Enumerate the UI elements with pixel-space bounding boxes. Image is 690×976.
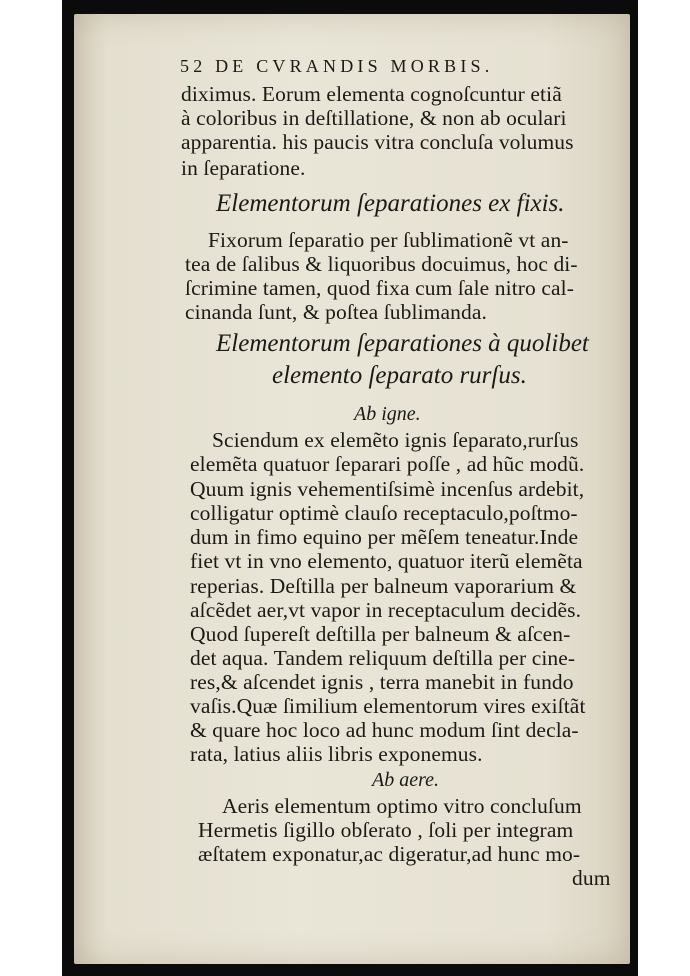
text-line: & quare hoc loco ad hunc modum ſint decla- xyxy=(190,718,579,742)
text-line: Fixorum ſeparatio per ſublimationẽ vt an- xyxy=(208,228,569,252)
text-line: cinanda ſunt, & poſtea ſublimanda. xyxy=(185,300,487,324)
text-line: aſcẽdet aer,vt vapor in receptaculum decidẽs. xyxy=(190,598,582,622)
text-line: ſcrimine tamen, quod fixa cum ſale nitro cal- xyxy=(185,276,574,300)
subheading: Ab aere. xyxy=(372,769,440,791)
text-line: Sciendum ex elemẽto ignis ſeparato,rurſus xyxy=(212,428,579,452)
text-line: tea de ſalibus & liquoribus docuimus, hoc di- xyxy=(185,252,578,276)
text-line: Hermetis ſigillo obſerato , ſoli per integram xyxy=(198,818,574,842)
text-line: reperias. Deſtilla per balneum vaporarium & xyxy=(190,574,577,598)
text-line: res,& aſcendet ignis , terra manebit in fundo xyxy=(190,670,574,694)
text-line: rata, latius aliis libris exponemus. xyxy=(190,742,483,766)
subheading: Ab igne. xyxy=(354,403,421,425)
text-line: vaſis.Quæ ſimilium elementorum vires exiſtãt xyxy=(190,694,586,718)
text-line: diximus. Eorum elementa cognoſcuntur etiã xyxy=(181,82,562,106)
text-line: elemẽta quatuor ſeparari poſſe , ad hũc modũ. xyxy=(190,452,585,476)
text-line: colligatur optimè clauſo receptaculo,poſtmo- xyxy=(190,501,578,525)
text-line: in ſeparatione. xyxy=(181,156,306,180)
section-heading: elemento ſeparato rurſus. xyxy=(272,362,527,389)
running-head: 52 DE CVRANDIS MORBIS. xyxy=(180,56,494,76)
text-line: apparentia. his paucis vitra concluſa volumus xyxy=(181,130,574,154)
text-line: Aeris elementum optimo vitro concluſum xyxy=(222,794,582,818)
text-line: Quod ſupereſt deſtilla per balneum & aſcen- xyxy=(190,622,571,646)
text-line: à coloribus in deſtillatione, & non ab oculari xyxy=(181,106,567,130)
text-line: æſtatem exponatur,ac digeratur,ad hunc mo- xyxy=(198,842,581,866)
text-line: fiet vt in vno elemento, quatuor iterũ elemẽta xyxy=(190,549,583,573)
text-line: det aqua. Tandem reliquum deſtilla per cine- xyxy=(190,646,576,670)
catchword: dum xyxy=(572,866,611,890)
text-line: Quum ignis vehementiſsimè incenſus ardebit, xyxy=(190,477,585,501)
section-heading: Elementorum ſeparationes à quolibet xyxy=(216,330,589,357)
text-line: dum in fimo equino per mẽſem teneatur.Inde xyxy=(190,525,579,549)
section-heading: Elementorum ſeparationes ex fixis. xyxy=(216,190,565,217)
